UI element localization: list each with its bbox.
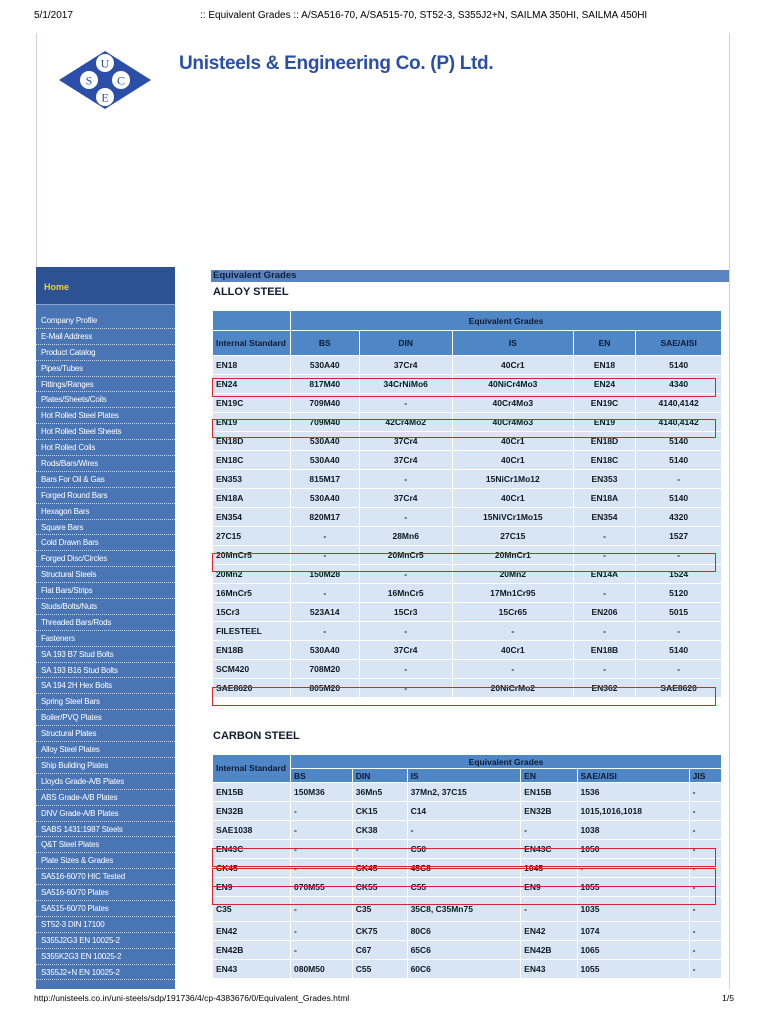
table-cell: CK75 [352, 922, 407, 941]
table-cell: CK55 [352, 878, 407, 897]
table-cell: 40NiCr4Mo3 [452, 375, 573, 394]
table-cell: EN14A [573, 565, 636, 584]
table-cell: 20NiCrMo2 [452, 679, 573, 698]
table-row [213, 622, 722, 641]
table-cell: EN19C [573, 394, 636, 413]
table-row [213, 660, 722, 679]
table-cell: 709M40 [291, 413, 360, 432]
table-cell: EN42B [213, 941, 291, 960]
table-cell: 28Mn6 [359, 527, 452, 546]
table-cell: EN43C [521, 840, 577, 859]
table-cell: EN18 [213, 356, 291, 375]
table-row [213, 603, 722, 622]
table-row [213, 508, 722, 527]
table-cell: 5140 [636, 356, 722, 375]
logo-letter-c: C [116, 73, 126, 88]
table-cell: CK38 [352, 821, 407, 840]
table-cell: 27C15 [213, 527, 291, 546]
table-cell: 5140 [636, 641, 722, 660]
table-cell: - [573, 660, 636, 679]
print-header [34, 10, 734, 24]
table-cell: 530A40 [291, 489, 360, 508]
sidebar-item[interactable]: Q&T Steel Plates [36, 837, 175, 853]
table-cell: 34CrNiMo6 [359, 375, 452, 394]
table-row [213, 679, 722, 698]
carbon-group-header-row [213, 755, 722, 769]
table-cell: SCM420 [213, 660, 291, 679]
table-cell: 4140,4142 [636, 394, 722, 413]
table-cell: EN18B [573, 641, 636, 660]
sidebar-item[interactable]: Plates/Sheets/Coils [36, 392, 175, 408]
table-row [213, 802, 722, 821]
table-cell: - [521, 821, 577, 840]
table-cell: EN15B [521, 783, 577, 802]
alloy-column-header-row [213, 331, 722, 356]
table-cell: EN15B [213, 783, 291, 802]
table-row [213, 859, 722, 878]
sidebar-item[interactable]: SA 193 B16 Stud Bolts [36, 663, 175, 679]
sidebar-item[interactable]: SA 193 B7 Stud Bolts [36, 647, 175, 663]
column-header: IS [452, 331, 573, 356]
column-header: BS [291, 769, 353, 783]
table-cell: - [407, 821, 521, 840]
sidebar-item[interactable]: Spring Steel Bars [36, 694, 175, 710]
table-cell: 40Cr4Mo3 [452, 394, 573, 413]
table-cell: EN19C [213, 394, 291, 413]
table-cell: 817M40 [291, 375, 360, 394]
table-cell: - [636, 660, 722, 679]
table-cell: EN18C [213, 451, 291, 470]
table-cell: - [359, 470, 452, 489]
table-cell: EN18D [573, 432, 636, 451]
table-cell: - [291, 897, 353, 922]
table-cell: EN43C [213, 840, 291, 859]
table-cell: EN32B [213, 802, 291, 821]
table-cell: - [452, 660, 573, 679]
sidebar-nav [36, 267, 175, 989]
table-cell: EN9 [213, 878, 291, 897]
table-cell: C50 [407, 840, 521, 859]
table-cell: 37Cr4 [359, 489, 452, 508]
print-page-number: 1/5 [722, 993, 734, 1003]
table-cell: 815M17 [291, 470, 360, 489]
sidebar-item[interactable]: Studs/Bolts/Nuts [36, 599, 175, 615]
table-cell: C55 [352, 960, 407, 979]
sidebar-item[interactable]: Boiler/PVQ Plates [36, 710, 175, 726]
table-cell: - [689, 783, 721, 802]
table-cell: - [689, 878, 721, 897]
column-header: SAE/AISI [636, 331, 722, 356]
table-cell: - [689, 840, 721, 859]
table-row [213, 375, 722, 394]
table-cell: 5140 [636, 451, 722, 470]
table-cell: SAE8620 [213, 679, 291, 698]
print-date: 5/1/2017 [34, 10, 73, 21]
sidebar-item[interactable]: Flat Bars/Strips [36, 583, 175, 599]
table-cell: C35 [213, 897, 291, 922]
sidebar-item[interactable]: Product Catalog [36, 345, 175, 361]
table-cell: 530A40 [291, 641, 360, 660]
table-cell: EN354 [213, 508, 291, 527]
table-cell: 5120 [636, 584, 722, 603]
table-cell: EN42 [213, 922, 291, 941]
table-row [213, 922, 722, 941]
company-name: Unisteels & Engineering Co. (P) Ltd. [179, 53, 494, 74]
sidebar-item[interactable]: Square Bars [36, 520, 175, 536]
table-cell: 805M20 [291, 679, 360, 698]
table-cell: 20MnCr5 [359, 546, 452, 565]
table-cell: 37Mn2, 37C15 [407, 783, 521, 802]
table-cell: 37Cr4 [359, 432, 452, 451]
table-cell: - [291, 802, 353, 821]
table-cell: - [689, 897, 721, 922]
table-row [213, 413, 722, 432]
table-cell: - [291, 840, 353, 859]
site-banner [36, 33, 730, 267]
table-cell: EN362 [573, 679, 636, 698]
table-cell: EN19 [573, 413, 636, 432]
table-cell: 20MnCr5 [213, 546, 291, 565]
table-cell: C67 [352, 941, 407, 960]
sidebar-item[interactable]: SA516-60/70 Plates [36, 885, 175, 901]
table-cell: - [291, 922, 353, 941]
sidebar-item[interactable]: Rods/Bars/Wires [36, 456, 175, 472]
table-cell: EN18C [573, 451, 636, 470]
print-footer [34, 993, 734, 1007]
column-header: SAE/AISI [577, 769, 689, 783]
table-cell: 40Cr1 [452, 489, 573, 508]
table-row [213, 546, 722, 565]
sidebar-item[interactable]: Hot Rolled Coils [36, 440, 175, 456]
header-blank [213, 311, 291, 331]
table-cell: EN9 [521, 878, 577, 897]
table-cell: 40Cr1 [452, 356, 573, 375]
sidebar-item[interactable]: SA515-60/70 Plates [36, 901, 175, 917]
column-header: DIN [352, 769, 407, 783]
table-cell: 40Cr4Mo3 [452, 413, 573, 432]
table-cell: 27C15 [452, 527, 573, 546]
table-row [213, 960, 722, 979]
table-cell: EN354 [573, 508, 636, 527]
table-cell: 1536 [577, 783, 689, 802]
table-cell: 65C6 [407, 941, 521, 960]
table-cell: 1015,1016,1018 [577, 802, 689, 821]
main-content [175, 267, 730, 989]
table-row [213, 840, 722, 859]
table-cell: 20MnCr1 [452, 546, 573, 565]
table-cell: - [636, 622, 722, 641]
sidebar-item[interactable]: Forged Disc/Circles [36, 551, 175, 567]
table-cell: 080M50 [291, 960, 353, 979]
table-cell: 16MnCr5 [359, 584, 452, 603]
sidebar-item[interactable]: S355K2G3 EN 10025-2 [36, 949, 175, 965]
table-cell: C14 [407, 802, 521, 821]
table-cell: CK45 [352, 859, 407, 878]
table-cell: EN24 [213, 375, 291, 394]
table-cell: - [636, 546, 722, 565]
table-cell: 15NiVCr1Mo15 [452, 508, 573, 527]
table-cell: EN19 [213, 413, 291, 432]
table-cell: - [452, 622, 573, 641]
sidebar-item[interactable]: Pipes/Tubes [36, 361, 175, 377]
table-cell: - [291, 546, 360, 565]
table-row [213, 641, 722, 660]
table-cell: 1050 [577, 840, 689, 859]
sidebar-item[interactable]: Fasteners [36, 631, 175, 647]
table-cell: 17Mn1Cr95 [452, 584, 573, 603]
sidebar-item[interactable]: Lloyds Grade-A/B Plates [36, 774, 175, 790]
table-cell: 15Cr3 [359, 603, 452, 622]
sidebar-item[interactable]: Ship Building Plates [36, 758, 175, 774]
table-cell: EN43 [213, 960, 291, 979]
table-row [213, 527, 722, 546]
table-cell: EN18D [213, 432, 291, 451]
table-cell: 530A40 [291, 451, 360, 470]
table-row [213, 394, 722, 413]
table-row [213, 356, 722, 375]
alloy-steel-table [212, 310, 722, 698]
table-cell: CK45 [213, 859, 291, 878]
table-cell: - [359, 394, 452, 413]
table-cell: - [359, 660, 452, 679]
table-row [213, 489, 722, 508]
sidebar-item[interactable]: Company Profile [36, 313, 175, 329]
table-cell: EN18A [573, 489, 636, 508]
sidebar-item[interactable]: ABS Grade-A/B Plates [36, 790, 175, 806]
column-header: EN [573, 331, 636, 356]
table-cell: 20Mn2 [452, 565, 573, 584]
column-header: Internal Standard [213, 331, 291, 356]
table-row [213, 878, 722, 897]
table-cell: 530A40 [291, 356, 360, 375]
table-cell: 4340 [636, 375, 722, 394]
table-cell: 37Cr4 [359, 451, 452, 470]
logo-letter-u: U [100, 56, 110, 71]
table-cell: 5015 [636, 603, 722, 622]
table-cell: 4140,4142 [636, 413, 722, 432]
table-cell: 1527 [636, 527, 722, 546]
column-header: JIS [689, 769, 721, 783]
column-header: DIN [359, 331, 452, 356]
sidebar-item[interactable]: Hot Rolled Steel Sheets [36, 424, 175, 440]
table-cell: EN18 [573, 356, 636, 375]
table-row [213, 470, 722, 489]
sidebar-item[interactable]: S355J2G3 EN 10025-2 [36, 933, 175, 949]
table-cell: 80C6 [407, 922, 521, 941]
sidebar-item[interactable]: Cold Drawn Bars [36, 535, 175, 551]
table-cell: 16MnCr5 [213, 584, 291, 603]
table-cell: 150M28 [291, 565, 360, 584]
sidebar-item[interactable]: E-Mail Address [36, 329, 175, 345]
table-cell: 15NiCr1Mo12 [452, 470, 573, 489]
table-cell: - [689, 821, 721, 840]
table-cell: 708M20 [291, 660, 360, 679]
table-cell: - [352, 840, 407, 859]
table-row [213, 897, 722, 922]
carbon-steel-table [212, 754, 722, 979]
sidebar-item[interactable]: DNV Grade-A/B Plates [36, 806, 175, 822]
table-cell: 4320 [636, 508, 722, 527]
column-header: IS [407, 769, 521, 783]
table-row [213, 783, 722, 802]
table-cell: 15Cr3 [213, 603, 291, 622]
group-header: Equivalent Grades [291, 311, 722, 331]
group-header: Equivalent Grades [291, 755, 722, 769]
table-cell: - [521, 897, 577, 922]
table-cell: EN18A [213, 489, 291, 508]
table-cell: - [359, 565, 452, 584]
table-row [213, 821, 722, 840]
table-row [213, 941, 722, 960]
table-cell: 40Cr1 [452, 432, 573, 451]
sidebar-item[interactable]: SABS 1431:1987 Steels [36, 822, 175, 838]
table-cell: C35 [352, 897, 407, 922]
table-cell: 709M40 [291, 394, 360, 413]
table-cell: SAE8620 [636, 679, 722, 698]
logo-letter-e: E [101, 90, 109, 105]
carbon-steel-title: CARBON STEEL [213, 730, 300, 742]
sidebar-item[interactable]: Forged Round Bars [36, 488, 175, 504]
table-cell: - [573, 622, 636, 641]
sidebar-item[interactable]: SA 194 2H Hex Bolts [36, 678, 175, 694]
table-cell: - [689, 960, 721, 979]
table-cell: - [689, 802, 721, 821]
table-cell: EN42B [521, 941, 577, 960]
page-heading-strip: Equivalent Grades [211, 270, 729, 282]
table-row [213, 432, 722, 451]
column-header: EN [521, 769, 577, 783]
alloy-steel-title: ALLOY STEEL [213, 286, 289, 298]
table-row [213, 565, 722, 584]
table-cell: 40Cr1 [452, 451, 573, 470]
table-cell: - [291, 584, 360, 603]
table-cell: - [291, 622, 360, 641]
table-cell: - [573, 584, 636, 603]
table-cell: CK15 [352, 802, 407, 821]
table-cell: - [573, 527, 636, 546]
sidebar-item[interactable]: Threaded Bars/Rods [36, 615, 175, 631]
table-cell: 150M36 [291, 783, 353, 802]
table-cell: 1035 [577, 897, 689, 922]
table-cell: - [359, 679, 452, 698]
sidebar-item[interactable]: Plate Sizes & Grades [36, 853, 175, 869]
table-cell: 60C6 [407, 960, 521, 979]
print-url: http://unisteels.co.in/uni-steels/sdp/191736/4/cp-4383676/0/Equivalent_Grades.html [34, 993, 350, 1003]
column-header: Internal Standard [213, 755, 291, 783]
table-cell: - [577, 859, 689, 878]
table-cell: - [291, 941, 353, 960]
table-cell: 5140 [636, 489, 722, 508]
table-cell: - [636, 470, 722, 489]
table-cell: 530A40 [291, 432, 360, 451]
table-cell: 070M55 [291, 878, 353, 897]
table-cell: 5140 [636, 432, 722, 451]
table-cell: 15Cr65 [452, 603, 573, 622]
table-cell: 35C8, C35Mn75 [407, 897, 521, 922]
table-cell: EN42 [521, 922, 577, 941]
table-cell: 40Cr1 [452, 641, 573, 660]
table-cell: EN353 [573, 470, 636, 489]
sidebar-item[interactable]: ST52-3 DIN 17100 [36, 917, 175, 933]
table-cell: 1045 [521, 859, 577, 878]
column-header: BS [291, 331, 360, 356]
table-row [213, 584, 722, 603]
table-row [213, 451, 722, 470]
table-cell: - [291, 859, 353, 878]
sidebar-list [36, 305, 175, 980]
table-cell: 1074 [577, 922, 689, 941]
sidebar-item[interactable]: Alloy Steel Plates [36, 742, 175, 758]
alloy-group-header-row [213, 311, 722, 331]
table-cell: 1055 [577, 878, 689, 897]
table-cell: - [291, 821, 353, 840]
sidebar-item[interactable]: Structural Plates [36, 726, 175, 742]
sidebar-item[interactable]: Bars For Oil & Gas [36, 472, 175, 488]
table-cell: 523A14 [291, 603, 360, 622]
table-cell: SAE1038 [213, 821, 291, 840]
sidebar-item[interactable]: S355J2+N EN 10025-2 [36, 965, 175, 981]
table-cell: 20Mn2 [213, 565, 291, 584]
table-cell: - [689, 859, 721, 878]
table-cell: EN18B [213, 641, 291, 660]
table-cell: 1524 [636, 565, 722, 584]
table-cell: EN43 [521, 960, 577, 979]
sidebar-item[interactable]: Hexagon Bars [36, 504, 175, 520]
sidebar-item[interactable]: Hot Rolled Steel Plates [36, 408, 175, 424]
table-cell: - [573, 546, 636, 565]
table-cell: 1055 [577, 960, 689, 979]
table-cell: - [689, 941, 721, 960]
table-cell: 36Mn5 [352, 783, 407, 802]
sidebar-item[interactable]: Fittings/Ranges [36, 377, 175, 393]
table-cell: 37Cr4 [359, 641, 452, 660]
table-cell: - [359, 508, 452, 527]
sidebar-item-home[interactable]: Home [36, 267, 175, 305]
table-cell: 42Cr4Mo2 [359, 413, 452, 432]
table-cell: 820M17 [291, 508, 360, 527]
table-cell: 37Cr4 [359, 356, 452, 375]
logo-letter-s: S [85, 73, 93, 88]
print-title: :: Equivalent Grades :: A/SA516-70, A/SA515-70, ST52-3, S355J2+N, SAILMA 350HI, SAILMA 450HI [200, 10, 648, 21]
table-cell: 45C8 [407, 859, 521, 878]
table-cell: EN353 [213, 470, 291, 489]
table-cell: FILESTEEL [213, 622, 291, 641]
sidebar-item[interactable]: SA516-60/70 HIC Tested [36, 869, 175, 885]
table-cell: 1038 [577, 821, 689, 840]
table-cell: EN206 [573, 603, 636, 622]
company-logo[interactable] [57, 49, 153, 111]
table-cell: EN32B [521, 802, 577, 821]
table-cell: C55 [407, 878, 521, 897]
table-cell: - [291, 527, 360, 546]
table-cell: - [359, 622, 452, 641]
sidebar-item[interactable]: Structural Steels [36, 567, 175, 583]
table-cell: 1065 [577, 941, 689, 960]
table-cell: EN24 [573, 375, 636, 394]
table-cell: - [689, 922, 721, 941]
